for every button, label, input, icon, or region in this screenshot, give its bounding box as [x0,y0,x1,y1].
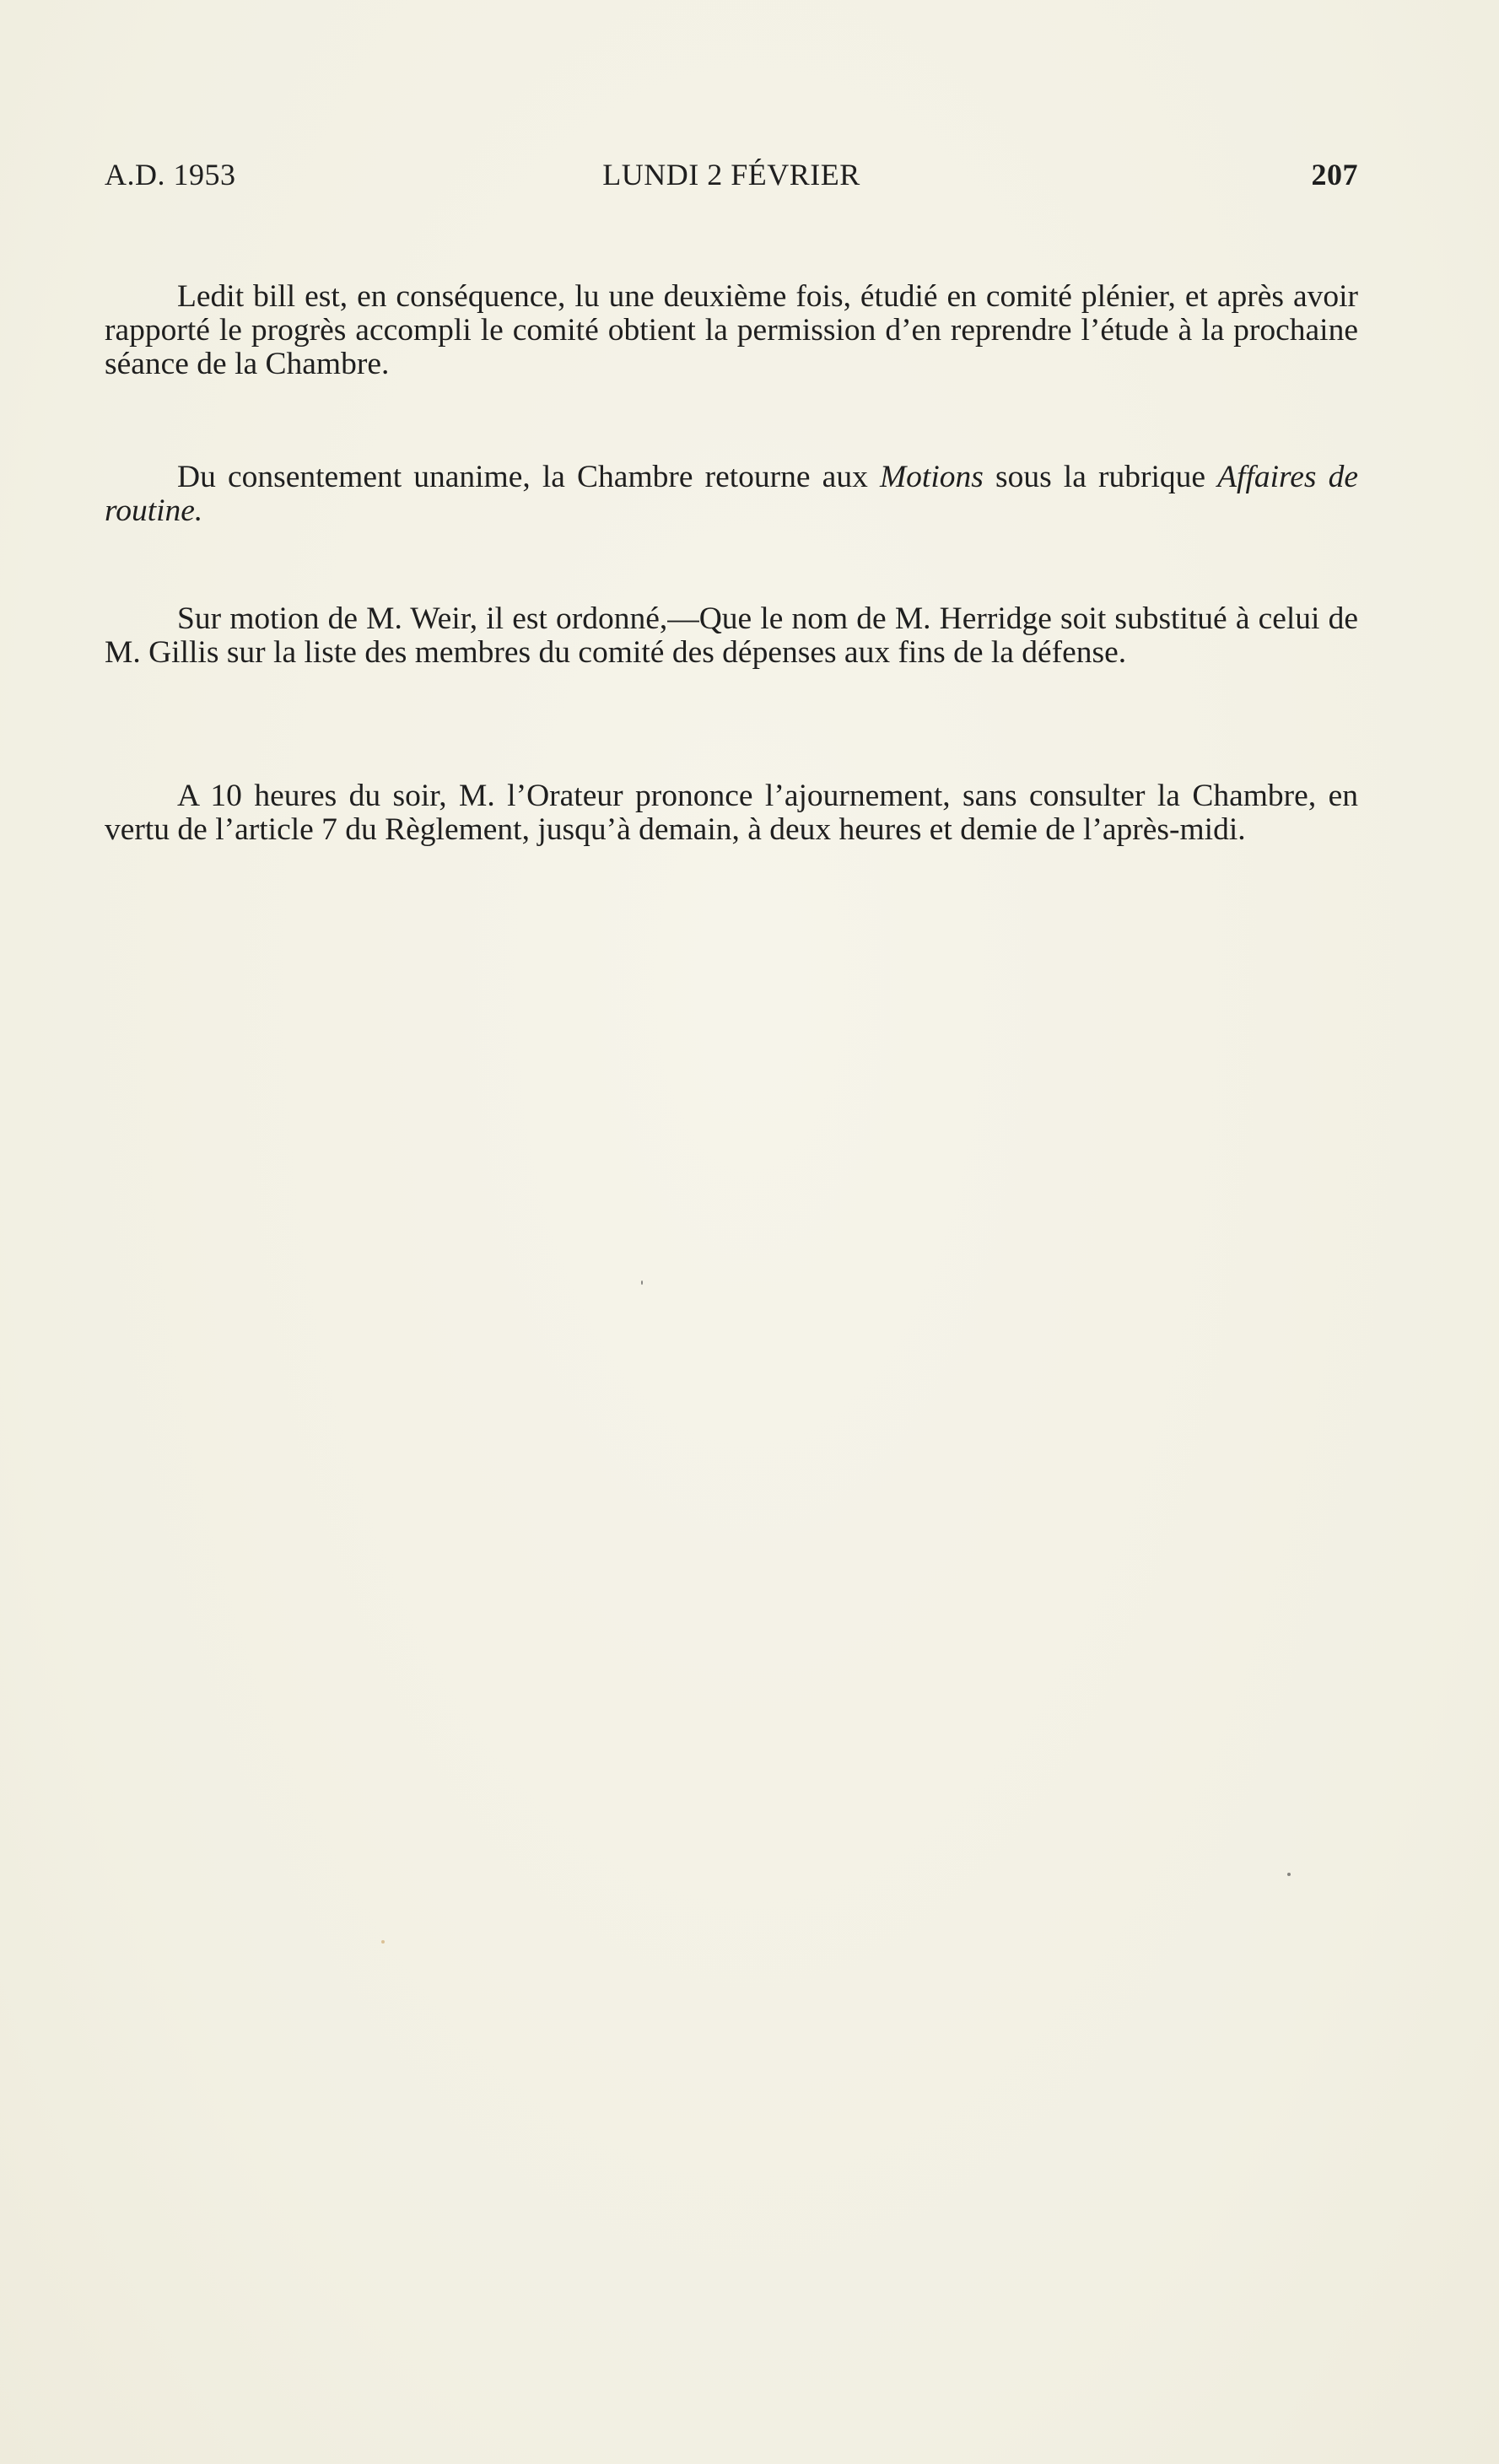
page-number: 207 [1311,158,1358,191]
italic-motions: Motions [879,459,984,494]
header-year: A.D. 1953 [105,158,236,191]
paper-speck [1287,1873,1291,1876]
paragraph-bill-second-reading: Ledit bill est, en conséquence, lu une deuxième fois, étudié en comité plénier, et après avoir rapporté le progrès accompli le comité obtient la permission d’en reprendre l’étude à la prochaine séance de la Chambre. [105,278,1358,381]
paper-speck [641,1281,643,1285]
running-header [105,157,1358,199]
italic-affaires-de-routine: Affaires de routine. [105,459,1358,528]
paragraph-committee-substitution: Sur motion de M. Weir, il est ordonné,—Que le nom de M. Herridge soit substitué à celui de M. Gillis sur la liste des membres du comité des dépenses aux fins de la défense. [105,601,1358,670]
paragraph-text: Du consentement unanime, la Chambre retourne aux [177,459,880,494]
paragraph-routine-motions [105,461,1358,528]
paragraph-text: sous la rubrique [983,459,1218,494]
paper-speck [381,1940,385,1944]
paragraph-adjournment: A 10 heures du soir, M. l’Orateur prononce l’ajournement, sans consulter la Chambre, en vertu de l’article 7 du Règlement, jusqu’à demain, à deux heures et demie de l’après-midi. [105,778,1358,847]
header-date: LUNDI 2 FÉVRIER [602,158,860,191]
